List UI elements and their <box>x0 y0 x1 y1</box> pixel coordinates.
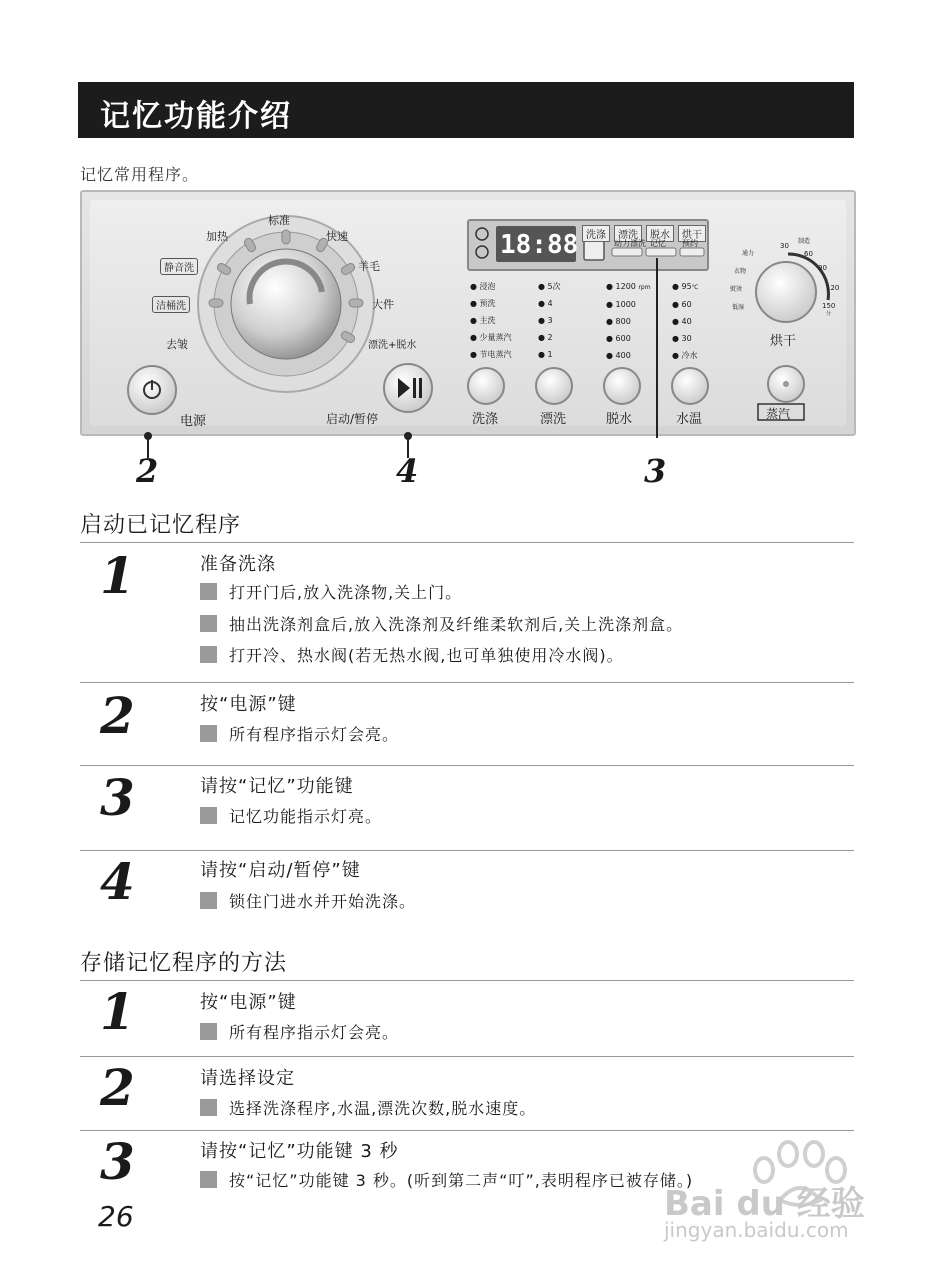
step-title: 请按“记忆”功能键 3 秒 <box>200 1141 399 1162</box>
step-bullet: 按“记忆”功能键 3 秒。(听到第二声“叮”,表明程序已被存储。) <box>200 1168 693 1191</box>
wash-button-label: 洗涤 <box>472 412 499 427</box>
dial-label-bulky: 大件 <box>372 298 394 311</box>
dial-label-standard: 标准 <box>268 214 290 227</box>
section-heading-start-memory: 启动已记忆程序 <box>80 513 242 538</box>
step-bullet: 所有程序指示灯会亮。 <box>200 1020 399 1043</box>
dry-time-30: 30 <box>780 242 789 250</box>
temp-button-label: 水温 <box>676 412 703 427</box>
dry-label-1: 制造 <box>798 238 811 245</box>
display-tab-dry: 烘干 <box>678 225 706 242</box>
dry-unit: 分 <box>826 311 832 317</box>
callout-number-2: 2 <box>136 452 159 490</box>
step-bullet: 锁住门进水并开始洗涤。 <box>200 889 416 912</box>
display-tab-rinse: 漂洗 <box>614 225 642 242</box>
title-bar <box>78 82 854 138</box>
step-bullet: 打开冷、热水阀(若无热水阀,也可单独使用冷水阀)。 <box>200 643 624 666</box>
dry-label-3: 熨烫 <box>730 286 743 293</box>
step-number: 2 <box>100 1058 135 1117</box>
step-bullet: 选择洗涤程序,水温,漂洗次数,脱水速度。 <box>200 1096 536 1119</box>
dial-label-wool: 羊毛 <box>358 260 380 273</box>
step-title: 请选择设定 <box>200 1068 295 1089</box>
watermark <box>660 1140 900 1250</box>
display-tab-spin: 脱水 <box>646 225 674 242</box>
divider <box>80 1130 854 1131</box>
dry-label-4: 低湿 <box>732 304 745 311</box>
divider <box>80 1056 854 1057</box>
temp-options-list: ● 95℃ ● 60 ● 40 ● 30 ● 冷水 <box>672 282 699 360</box>
dry-button-label: 烘干 <box>770 334 797 349</box>
page-number: 26 <box>98 1200 134 1233</box>
dry-time-90: 90 <box>818 264 827 272</box>
callout-number-4: 4 <box>396 452 419 490</box>
delay-label: 预约 <box>682 239 698 248</box>
dry-label-2: 衣物 <box>734 268 747 275</box>
step-title: 按“电源”键 <box>200 694 297 715</box>
display-tab-wash: 洗涤 <box>582 225 610 242</box>
divider <box>80 682 854 683</box>
watermark-url: jingyan.baidu.com <box>664 1218 849 1242</box>
dry-label-0: 通力 <box>742 250 755 257</box>
step-title: 请按“记忆”功能键 <box>200 776 354 797</box>
spin-options-list: ● 1200 rpm ● 1000 ● 800 ● 600 ● 400 <box>606 282 651 360</box>
dry-time-120: 120 <box>826 284 840 292</box>
step-number: 1 <box>100 546 135 605</box>
dial-label-quiet: 静音洗 <box>160 258 198 275</box>
dial-label-heat: 加热 <box>206 230 228 243</box>
display-digits: 18:88 <box>500 230 579 260</box>
divider <box>80 765 854 766</box>
callout-number-3: 3 <box>644 452 667 490</box>
dry-time-150: 150 <box>822 302 836 310</box>
step-bullet: 抽出洗涤剂盒后,放入洗涤剂及纤维柔软剂后,关上洗涤剂盒。 <box>200 612 683 635</box>
step-number: 4 <box>100 852 135 911</box>
step-number: 2 <box>100 686 135 745</box>
page-title: 记忆功能介绍 <box>100 99 292 134</box>
step-bullet: 所有程序指示灯会亮。 <box>200 722 399 745</box>
memory-label: 记忆 <box>650 239 666 248</box>
rinse-options-list: ● 5次 ● 4 ● 3 ● 2 ● 1 <box>538 282 561 359</box>
step-title: 请按“启动/暂停”键 <box>200 860 361 881</box>
steam-button-label: 蒸汽 <box>766 407 791 421</box>
power-button-label: 电源 <box>180 414 207 429</box>
section-heading-save-memory: 存储记忆程序的方法 <box>80 951 288 976</box>
step-number: 3 <box>100 768 135 827</box>
dial-label-quick: 快速 <box>326 230 348 243</box>
watermark-brand: Bai du 经验 <box>664 1184 865 1224</box>
intro-text: 记忆常用程序。 <box>80 165 200 184</box>
step-title: 按“电源”键 <box>200 992 297 1013</box>
dial-label-tub-clean: 洁桶洗 <box>152 296 190 313</box>
step-number: 3 <box>100 1132 135 1191</box>
step-title: 准备洗涤 <box>200 554 276 575</box>
spin-button-label: 脱水 <box>606 412 633 427</box>
dry-time-60: 60 <box>804 250 813 258</box>
control-panel-illustration <box>80 190 856 436</box>
step-bullet: 记忆功能指示灯亮。 <box>200 804 382 827</box>
divider <box>80 980 854 981</box>
dial-label-wrinkle: 去皱 <box>166 338 188 351</box>
step-number: 1 <box>100 982 135 1041</box>
divider <box>80 850 854 851</box>
step-bullet: 打开门后,放入洗涤物,关上门。 <box>200 580 462 603</box>
dial-label-rinse-spin: 漂洗+脱水 <box>368 340 417 351</box>
rinse-button-label: 漂洗 <box>540 412 567 427</box>
divider <box>80 542 854 543</box>
wash-options-list: ● 浸泡 ● 预洗 ● 主洗 ● 少量蒸汽 ● 节电蒸汽 <box>470 282 512 359</box>
power-rinse-label: 动力漂洗 <box>614 239 646 248</box>
start-button-label: 启动/暂停 <box>326 412 379 426</box>
